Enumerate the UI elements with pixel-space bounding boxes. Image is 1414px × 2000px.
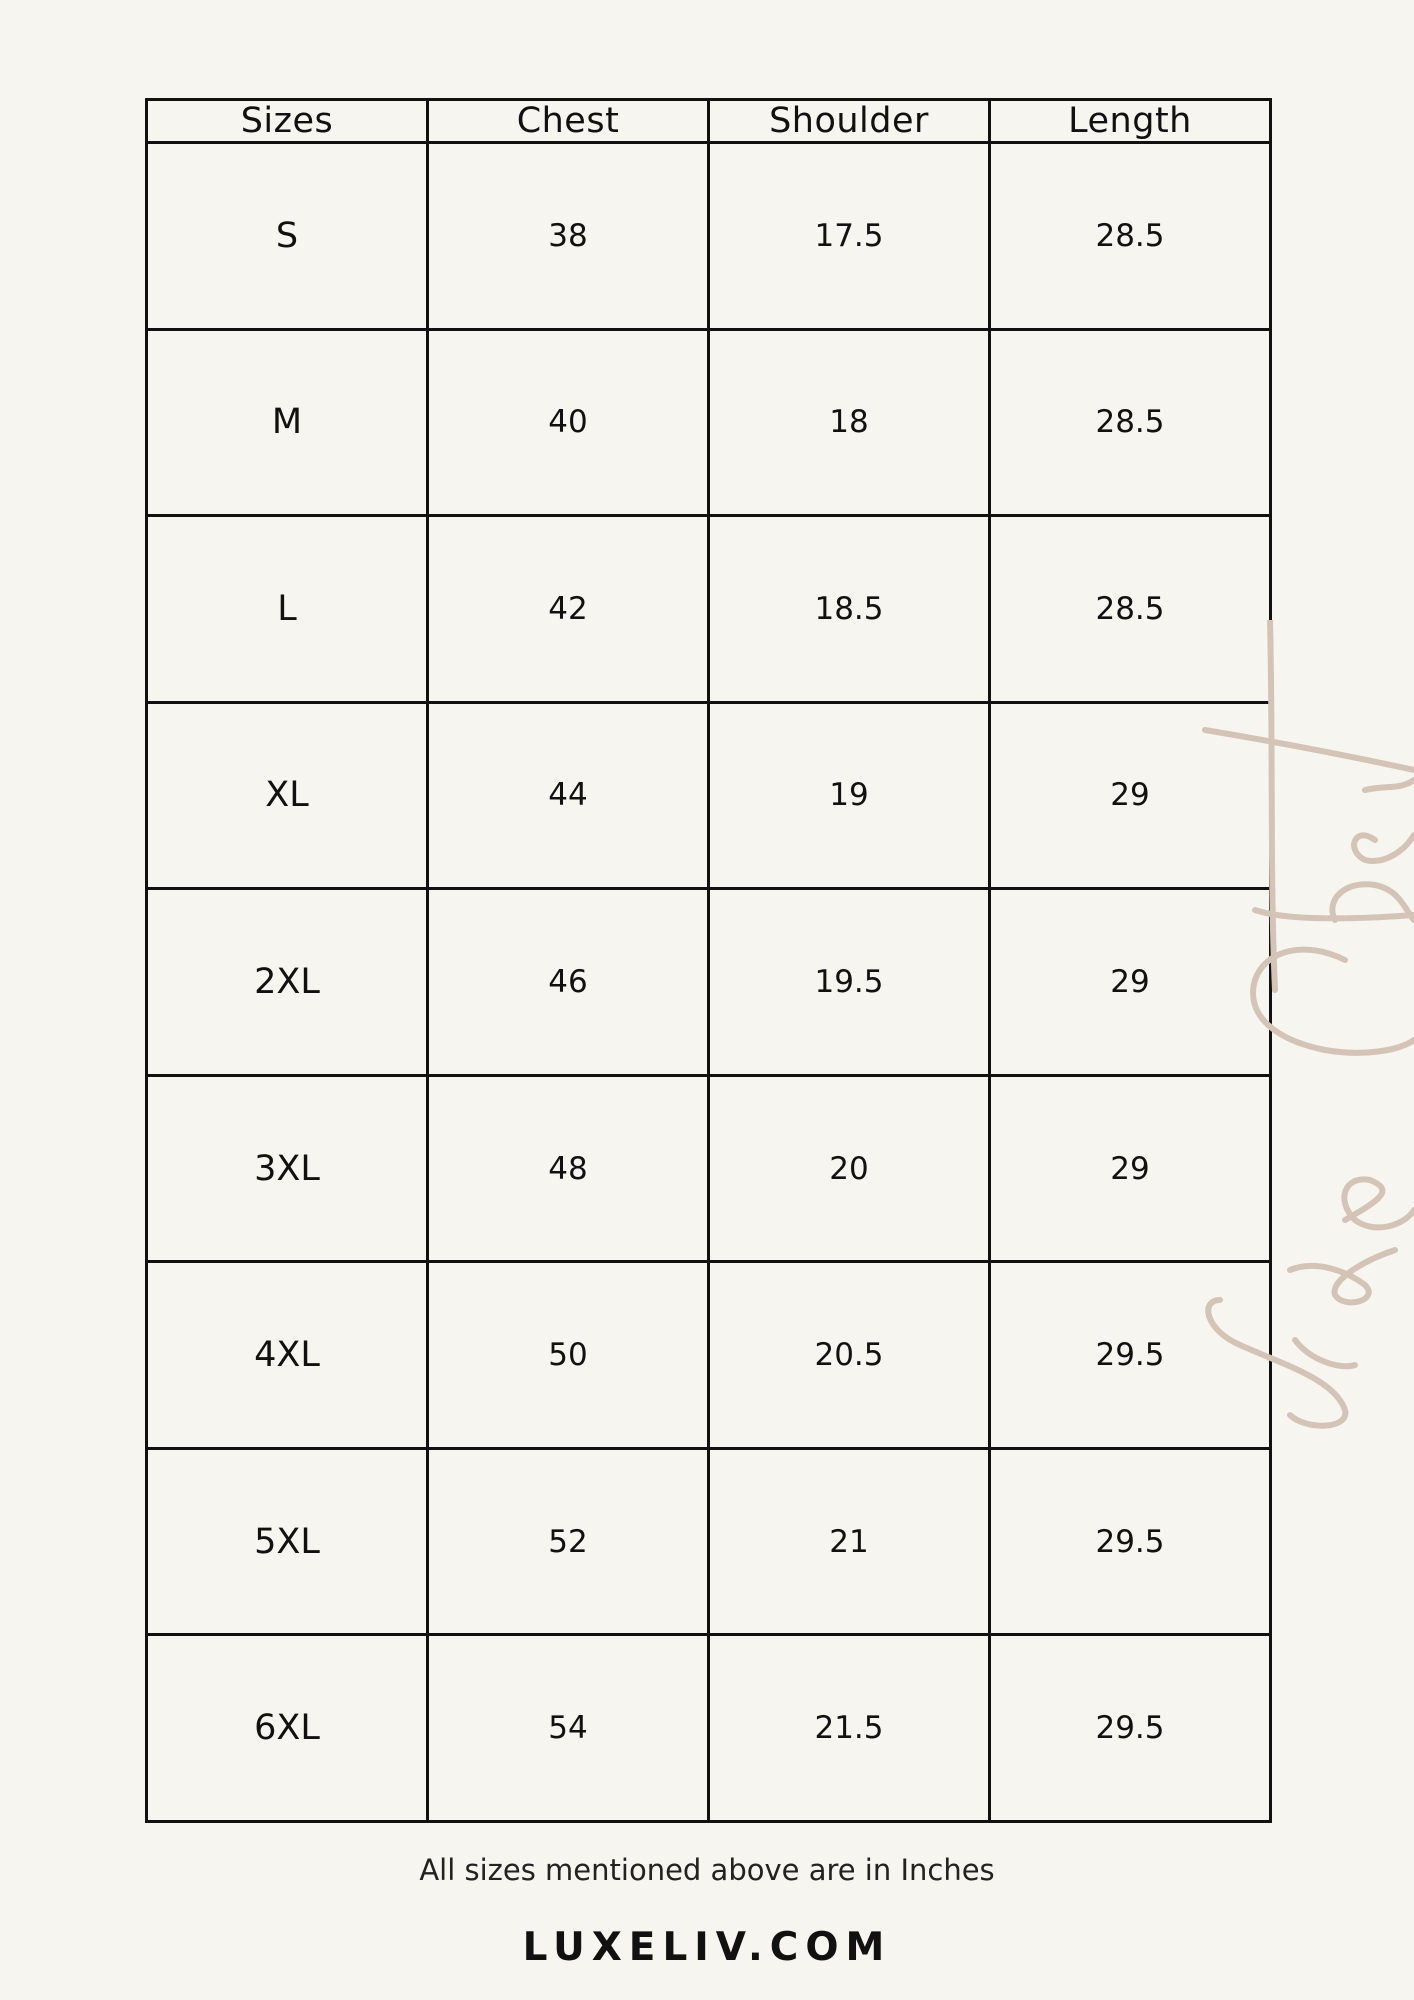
table-row bbox=[147, 1075, 1271, 1262]
length-cell: 29 bbox=[990, 702, 1271, 889]
length-cell: 29.5 bbox=[990, 1448, 1271, 1635]
length-cell: 28.5 bbox=[990, 516, 1271, 703]
table-row bbox=[147, 143, 1271, 330]
header-length: Length bbox=[990, 100, 1271, 143]
brand-wordmark[interactable]: LUXELIV.COM bbox=[522, 1925, 892, 1970]
size-cell: 5XL bbox=[147, 1448, 428, 1635]
chest-cell: 54 bbox=[428, 1635, 709, 1822]
table-row bbox=[147, 329, 1271, 516]
size-cell: 6XL bbox=[147, 1635, 428, 1822]
shoulder-cell: 20.5 bbox=[709, 1262, 990, 1449]
size-cell: S bbox=[147, 143, 428, 330]
table-row bbox=[147, 702, 1271, 889]
table-row bbox=[147, 1262, 1271, 1449]
chest-cell: 40 bbox=[428, 329, 709, 516]
table-row bbox=[147, 1635, 1271, 1822]
table-row bbox=[147, 889, 1271, 1076]
shoulder-cell: 18.5 bbox=[709, 516, 990, 703]
size-chart-table bbox=[145, 98, 1272, 1823]
size-cell: 2XL bbox=[147, 889, 428, 1076]
shoulder-cell: 21.5 bbox=[709, 1635, 990, 1822]
length-cell: 28.5 bbox=[990, 143, 1271, 330]
table-header-row bbox=[147, 100, 1271, 143]
length-cell: 29.5 bbox=[990, 1262, 1271, 1449]
size-cell: XL bbox=[147, 702, 428, 889]
header-shoulder: Shoulder bbox=[709, 100, 990, 143]
shoulder-cell: 21 bbox=[709, 1448, 990, 1635]
size-cell: 4XL bbox=[147, 1262, 428, 1449]
length-cell: 29 bbox=[990, 1075, 1271, 1262]
shoulder-cell: 17.5 bbox=[709, 143, 990, 330]
size-cell: M bbox=[147, 329, 428, 516]
table-row bbox=[147, 1448, 1271, 1635]
chest-cell: 42 bbox=[428, 516, 709, 703]
shoulder-cell: 18 bbox=[709, 329, 990, 516]
size-cell: L bbox=[147, 516, 428, 703]
chest-cell: 38 bbox=[428, 143, 709, 330]
size-cell: 3XL bbox=[147, 1075, 428, 1262]
chest-cell: 44 bbox=[428, 702, 709, 889]
shoulder-cell: 19.5 bbox=[709, 889, 990, 1076]
length-cell: 29 bbox=[990, 889, 1271, 1076]
table-row bbox=[147, 516, 1271, 703]
chest-cell: 52 bbox=[428, 1448, 709, 1635]
units-footnote: All sizes mentioned above are in Inches bbox=[419, 1853, 995, 1887]
chest-cell: 50 bbox=[428, 1262, 709, 1449]
header-chest: Chest bbox=[428, 100, 709, 143]
header-sizes: Sizes bbox=[147, 100, 428, 143]
length-cell: 29.5 bbox=[990, 1635, 1271, 1822]
chest-cell: 48 bbox=[428, 1075, 709, 1262]
length-cell: 28.5 bbox=[990, 329, 1271, 516]
shoulder-cell: 19 bbox=[709, 702, 990, 889]
shoulder-cell: 20 bbox=[709, 1075, 990, 1262]
chest-cell: 46 bbox=[428, 889, 709, 1076]
